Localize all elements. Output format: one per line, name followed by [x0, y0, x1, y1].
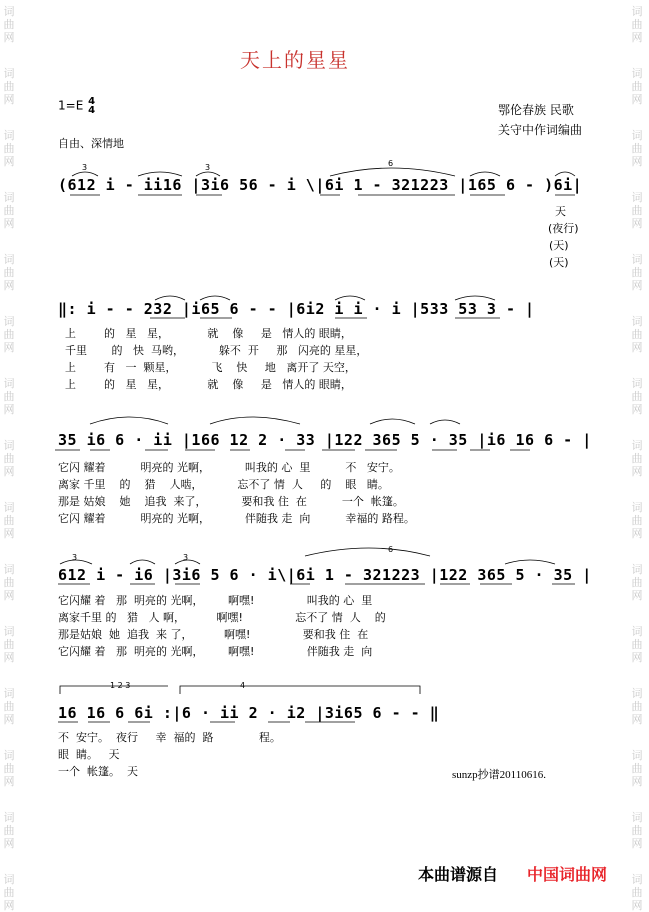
watermark-char: 网 — [631, 93, 643, 106]
watermark-char: 曲 — [631, 328, 643, 341]
side-lyric-1: 天 — [555, 205, 566, 218]
watermark-char: 曲 — [3, 886, 15, 899]
slur — [138, 172, 182, 176]
lyric-line-4-1: 它闪耀 着 那 明亮的 光啊， 啊嘿! 叫我的 心 里 — [58, 594, 373, 607]
watermark-char: 词 — [631, 377, 643, 390]
lyric-line-2-4: 上 的 星 星， 就 像 是 情人的 眼睛， — [58, 378, 352, 391]
watermark-char: 网 — [631, 899, 643, 912]
watermark-char: 网 — [3, 465, 15, 478]
watermark-char: 曲 — [631, 18, 643, 31]
watermark-char: 网 — [3, 837, 15, 850]
watermark-char: 曲 — [631, 266, 643, 279]
watermark-char: 曲 — [631, 204, 643, 217]
watermark-char: 网 — [631, 589, 643, 602]
side-lyric-2: (夜行) — [548, 222, 579, 235]
watermark-char: 网 — [631, 775, 643, 788]
watermark-char: 网 — [3, 775, 15, 788]
watermark-char: 网 — [631, 837, 643, 850]
music-line-5: 16 16 6 6i :|6 · ii 2 · i2 |3i65 6 - - ‖ — [58, 704, 440, 722]
watermark-char: 词 — [631, 625, 643, 638]
tuplet-3: 3 — [72, 553, 78, 562]
tuplet-3: 3 — [82, 163, 88, 172]
watermark-char: 网 — [3, 527, 15, 540]
lyric-line-2-1: 上 的 星 星， 就 像 是 情人的 眼睛， — [58, 327, 352, 340]
footer-source-label: 本曲谱源自 — [418, 865, 499, 884]
watermark-char: 词 — [631, 501, 643, 514]
watermark-char: 词 — [631, 129, 643, 142]
watermark-char: 曲 — [3, 328, 15, 341]
watermark-char: 词 — [631, 563, 643, 576]
tuplet-6: 6 — [388, 159, 394, 168]
watermark-char: 网 — [3, 217, 15, 230]
watermark-char: 曲 — [3, 80, 15, 93]
tuplet-3: 3 — [205, 163, 211, 172]
watermark-char: 词 — [3, 253, 15, 266]
music-line-1: (612 i - ii16 |3i6 56 - i \|6i 1 - 321223 |165 6 - )6i| — [58, 176, 583, 194]
watermark-char: 曲 — [631, 452, 643, 465]
arranger-label: 关守中作词编曲 — [498, 123, 583, 137]
lyric-line-5-3: 一个 帐篷。 天 — [58, 765, 138, 778]
watermark-char: 网 — [631, 31, 643, 44]
lyric-line-4-4: 它闪耀 着 那 明亮的 光啊， 啊嘿! 伴随我 走 向 — [58, 645, 373, 658]
side-lyric-4: (天) — [549, 256, 569, 269]
slur — [72, 172, 98, 176]
watermark-char: 网 — [3, 155, 15, 168]
watermark-char: 网 — [631, 465, 643, 478]
watermark-char: 曲 — [3, 18, 15, 31]
time-sig-top: 4 — [88, 96, 96, 107]
key-label: 1=E — [58, 98, 84, 113]
watermark-char: 网 — [631, 217, 643, 230]
song-title: 天上的星星 — [240, 48, 350, 72]
watermark-char: 曲 — [631, 514, 643, 527]
lyric-line-5-2: 眼 睛。 天 — [58, 748, 120, 761]
watermark-char: 网 — [3, 279, 15, 292]
lyric-line-4-2: 离家千里 的 猎 人 啊， 啊嘿! 忘不了 情 人 的 — [58, 611, 386, 624]
watermark-char: 网 — [631, 651, 643, 664]
watermark-char: 网 — [3, 589, 15, 602]
watermark-char: 网 — [631, 279, 643, 292]
watermark-char: 词 — [3, 749, 15, 762]
watermark-char: 曲 — [3, 452, 15, 465]
watermark-char: 词 — [3, 315, 15, 328]
watermark-char: 词 — [3, 439, 15, 452]
watermark-char: 曲 — [3, 204, 15, 217]
side-lyric-3: (天) — [549, 239, 569, 252]
music-line-4: 612 i - i6 |3i6 5 6 · i\|6i 1 - 321223 |122 365 5 · 35 | — [58, 566, 592, 584]
lyric-line-2-3: 上 有 一 颗星， 飞 快 地 离开了 天空， — [58, 361, 356, 374]
watermark-char: 词 — [3, 67, 15, 80]
watermark-char: 曲 — [3, 762, 15, 775]
watermark-char: 词 — [3, 129, 15, 142]
watermark-char: 网 — [3, 899, 15, 912]
watermark-char: 词 — [631, 687, 643, 700]
slur — [555, 172, 575, 176]
watermark-char: 词 — [631, 315, 643, 328]
watermark-char: 网 — [631, 713, 643, 726]
watermark-char: 网 — [3, 31, 15, 44]
lyric-line-2-2: 千里 的 快 马哟， 躲不 开 那 闪亮的 星星， — [58, 344, 368, 357]
watermark-char: 曲 — [3, 638, 15, 651]
watermark-char: 词 — [3, 377, 15, 390]
watermark-char: 词 — [631, 873, 643, 886]
watermark-char: 网 — [3, 713, 15, 726]
watermark-char: 词 — [3, 5, 15, 18]
tuplet-6: 6 — [388, 545, 394, 554]
slur — [196, 172, 220, 176]
watermark-char: 网 — [3, 403, 15, 416]
watermark-char: 词 — [3, 625, 15, 638]
watermark-char: 词 — [3, 811, 15, 824]
lyric-line-3-3: 那是 姑娘 她 追我 来了， 要和我 住 在 一个 帐篷。 — [58, 495, 404, 508]
watermark-char: 网 — [631, 527, 643, 540]
watermark-char: 词 — [631, 811, 643, 824]
lyric-line-4-3: 那是姑娘 她 追我 来 了， 啊嘿! 要和我 住 在 — [58, 628, 369, 641]
watermark-char: 曲 — [631, 142, 643, 155]
lyric-line-3-4: 它闪 耀着 明亮的 光啊， 伴随我 走 向 幸福的 路程。 — [58, 512, 415, 525]
tuplet-3: 3 — [183, 553, 189, 562]
origin-label: 鄂伦春族 民歌 — [498, 103, 574, 117]
watermark-char: 网 — [631, 341, 643, 354]
watermark-char: 词 — [631, 67, 643, 80]
watermark-char: 网 — [3, 93, 15, 106]
watermark-char: 曲 — [631, 700, 643, 713]
slur — [330, 168, 455, 176]
watermark-char: 曲 — [3, 266, 15, 279]
watermark-char: 曲 — [3, 576, 15, 589]
watermark-char: 词 — [3, 501, 15, 514]
watermark-char: 曲 — [3, 824, 15, 837]
watermark-char: 网 — [631, 403, 643, 416]
watermark-char: 词 — [631, 5, 643, 18]
tempo-marking: 自由、深情地 — [58, 137, 124, 150]
slur — [470, 172, 500, 176]
footer-site-link[interactable]: 中国词曲网 — [527, 865, 608, 884]
watermark-char: 曲 — [631, 576, 643, 589]
watermark-char: 词 — [631, 253, 643, 266]
music-line-2: ‖: i - - 232 |i65 6 - - |6i2 i i · i |533 53 3 - | — [58, 300, 535, 318]
watermark-char: 网 — [631, 155, 643, 168]
watermark-char: 曲 — [631, 824, 643, 837]
watermark-char: 曲 — [3, 390, 15, 403]
watermark-char: 词 — [631, 191, 643, 204]
lyric-line-5-1: 不 安宁。 夜行 幸 福的 路 程。 — [58, 731, 281, 744]
watermark-char: 词 — [3, 563, 15, 576]
transcriber-credit: sunzp抄谱20110616. — [452, 769, 547, 781]
lyric-line-3-2: 离家 千里 的 猎 人啮， 忘不了 情 人 的 眼 睛。 — [58, 478, 389, 491]
volta-2-label: 4 — [240, 681, 246, 690]
watermark-char: 曲 — [631, 762, 643, 775]
time-sig-bottom: 4 — [88, 105, 96, 116]
watermark-char: 曲 — [631, 390, 643, 403]
watermark-char: 曲 — [3, 514, 15, 527]
lyric-line-3-1: 它闪 耀着 明亮的 光啊， 叫我的 心 里 不 安宁。 — [58, 461, 400, 474]
watermark-char: 曲 — [3, 142, 15, 155]
watermark-char: 词 — [3, 873, 15, 886]
watermark-char: 词 — [3, 687, 15, 700]
watermark-char: 词 — [3, 191, 15, 204]
watermark-char: 曲 — [631, 638, 643, 651]
watermark-char: 词 — [631, 439, 643, 452]
watermark-char: 曲 — [631, 80, 643, 93]
watermark-char: 词 — [631, 749, 643, 762]
music-line-3: 35 i6 6 · ii |166 12 2 · 33 |122 365 5 · 35 |i6 16 6 - | — [58, 431, 592, 449]
watermark-char: 曲 — [631, 886, 643, 899]
watermark-char: 网 — [3, 651, 15, 664]
watermark-char: 网 — [3, 341, 15, 354]
watermark-char: 曲 — [3, 700, 15, 713]
volta-1-label: 1 2 3 — [110, 681, 131, 690]
